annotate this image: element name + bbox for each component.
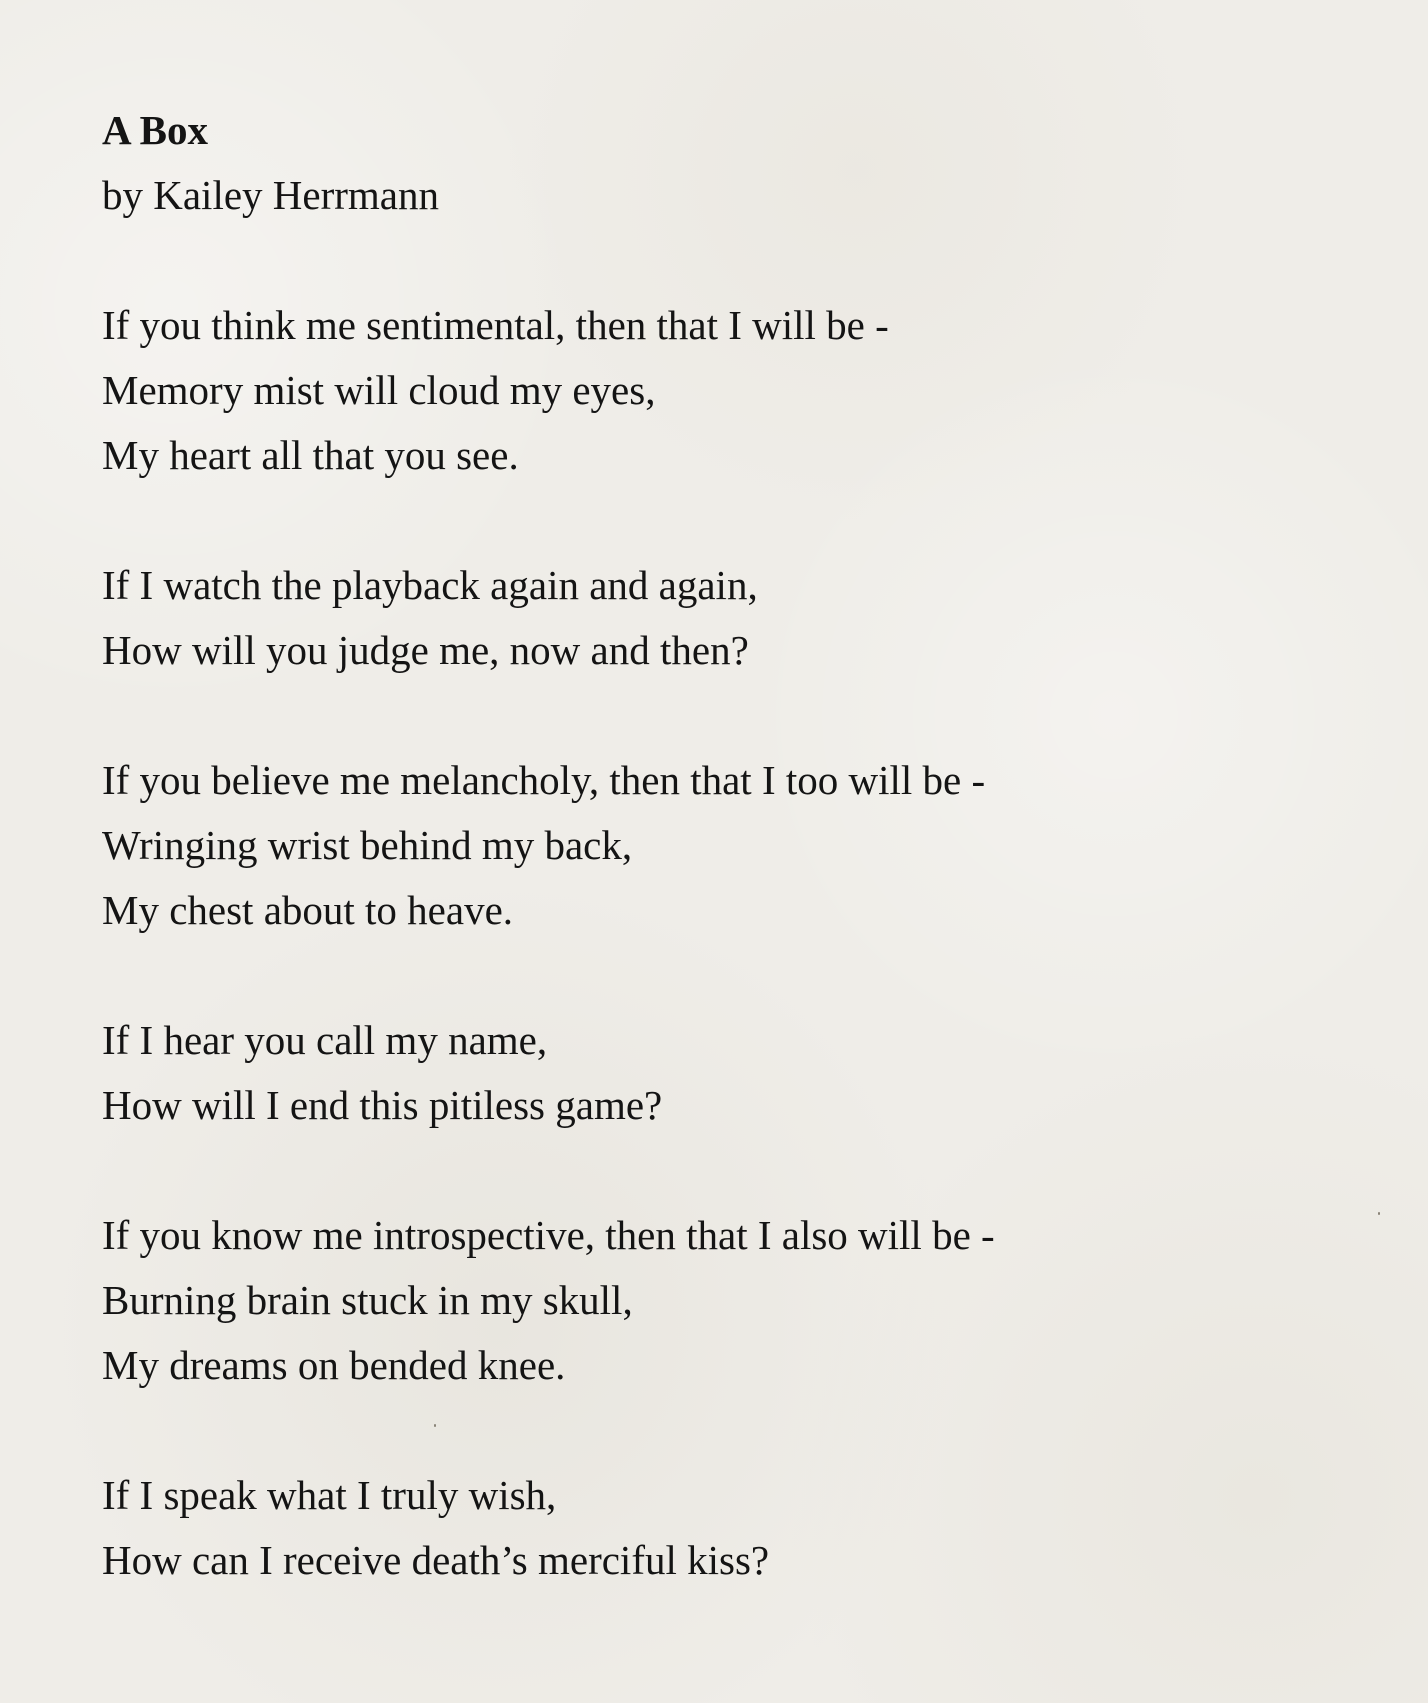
poem-line: If you know me introspective, then that I also will be -: [102, 1212, 995, 1258]
poem-line: If I speak what I truly wish,: [102, 1472, 557, 1518]
poem-line: How can I receive death’s merciful kiss?: [102, 1537, 770, 1583]
poem-line: Memory mist will cloud my eyes,: [102, 367, 656, 413]
poem-line: If I watch the playback again and again,: [102, 562, 758, 608]
poem-line: My dreams on bended knee.: [102, 1342, 566, 1388]
stanza: [102, 1008, 1342, 1138]
poem-line: How will you judge me, now and then?: [102, 627, 749, 673]
paper-speck: [1378, 1212, 1380, 1215]
poem-line: My chest about to heave.: [102, 887, 514, 933]
stanza: [102, 1463, 1342, 1593]
stanza: [102, 748, 1342, 943]
poem-line: If I hear you call my name,: [102, 1017, 548, 1063]
poem-byline: by Kailey Herrmann: [102, 172, 439, 218]
poem-stanzas: [102, 293, 1342, 1593]
poem-line: If you think me sentimental, then that I will be -: [102, 302, 889, 348]
stanza: [102, 553, 1342, 683]
poem-line: How will I end this pitiless game?: [102, 1082, 663, 1128]
poem: [102, 98, 1342, 1658]
poem-line: Wringing wrist behind my back,: [102, 822, 633, 868]
poem-line: My heart all that you see.: [102, 432, 519, 478]
poem-line: Burning brain stuck in my skull,: [102, 1277, 633, 1323]
poem-line: If you believe me melancholy, then that I too will be -: [102, 757, 986, 803]
stanza: [102, 1203, 1342, 1398]
poem-title: A Box: [102, 107, 208, 153]
stanza: [102, 293, 1342, 488]
